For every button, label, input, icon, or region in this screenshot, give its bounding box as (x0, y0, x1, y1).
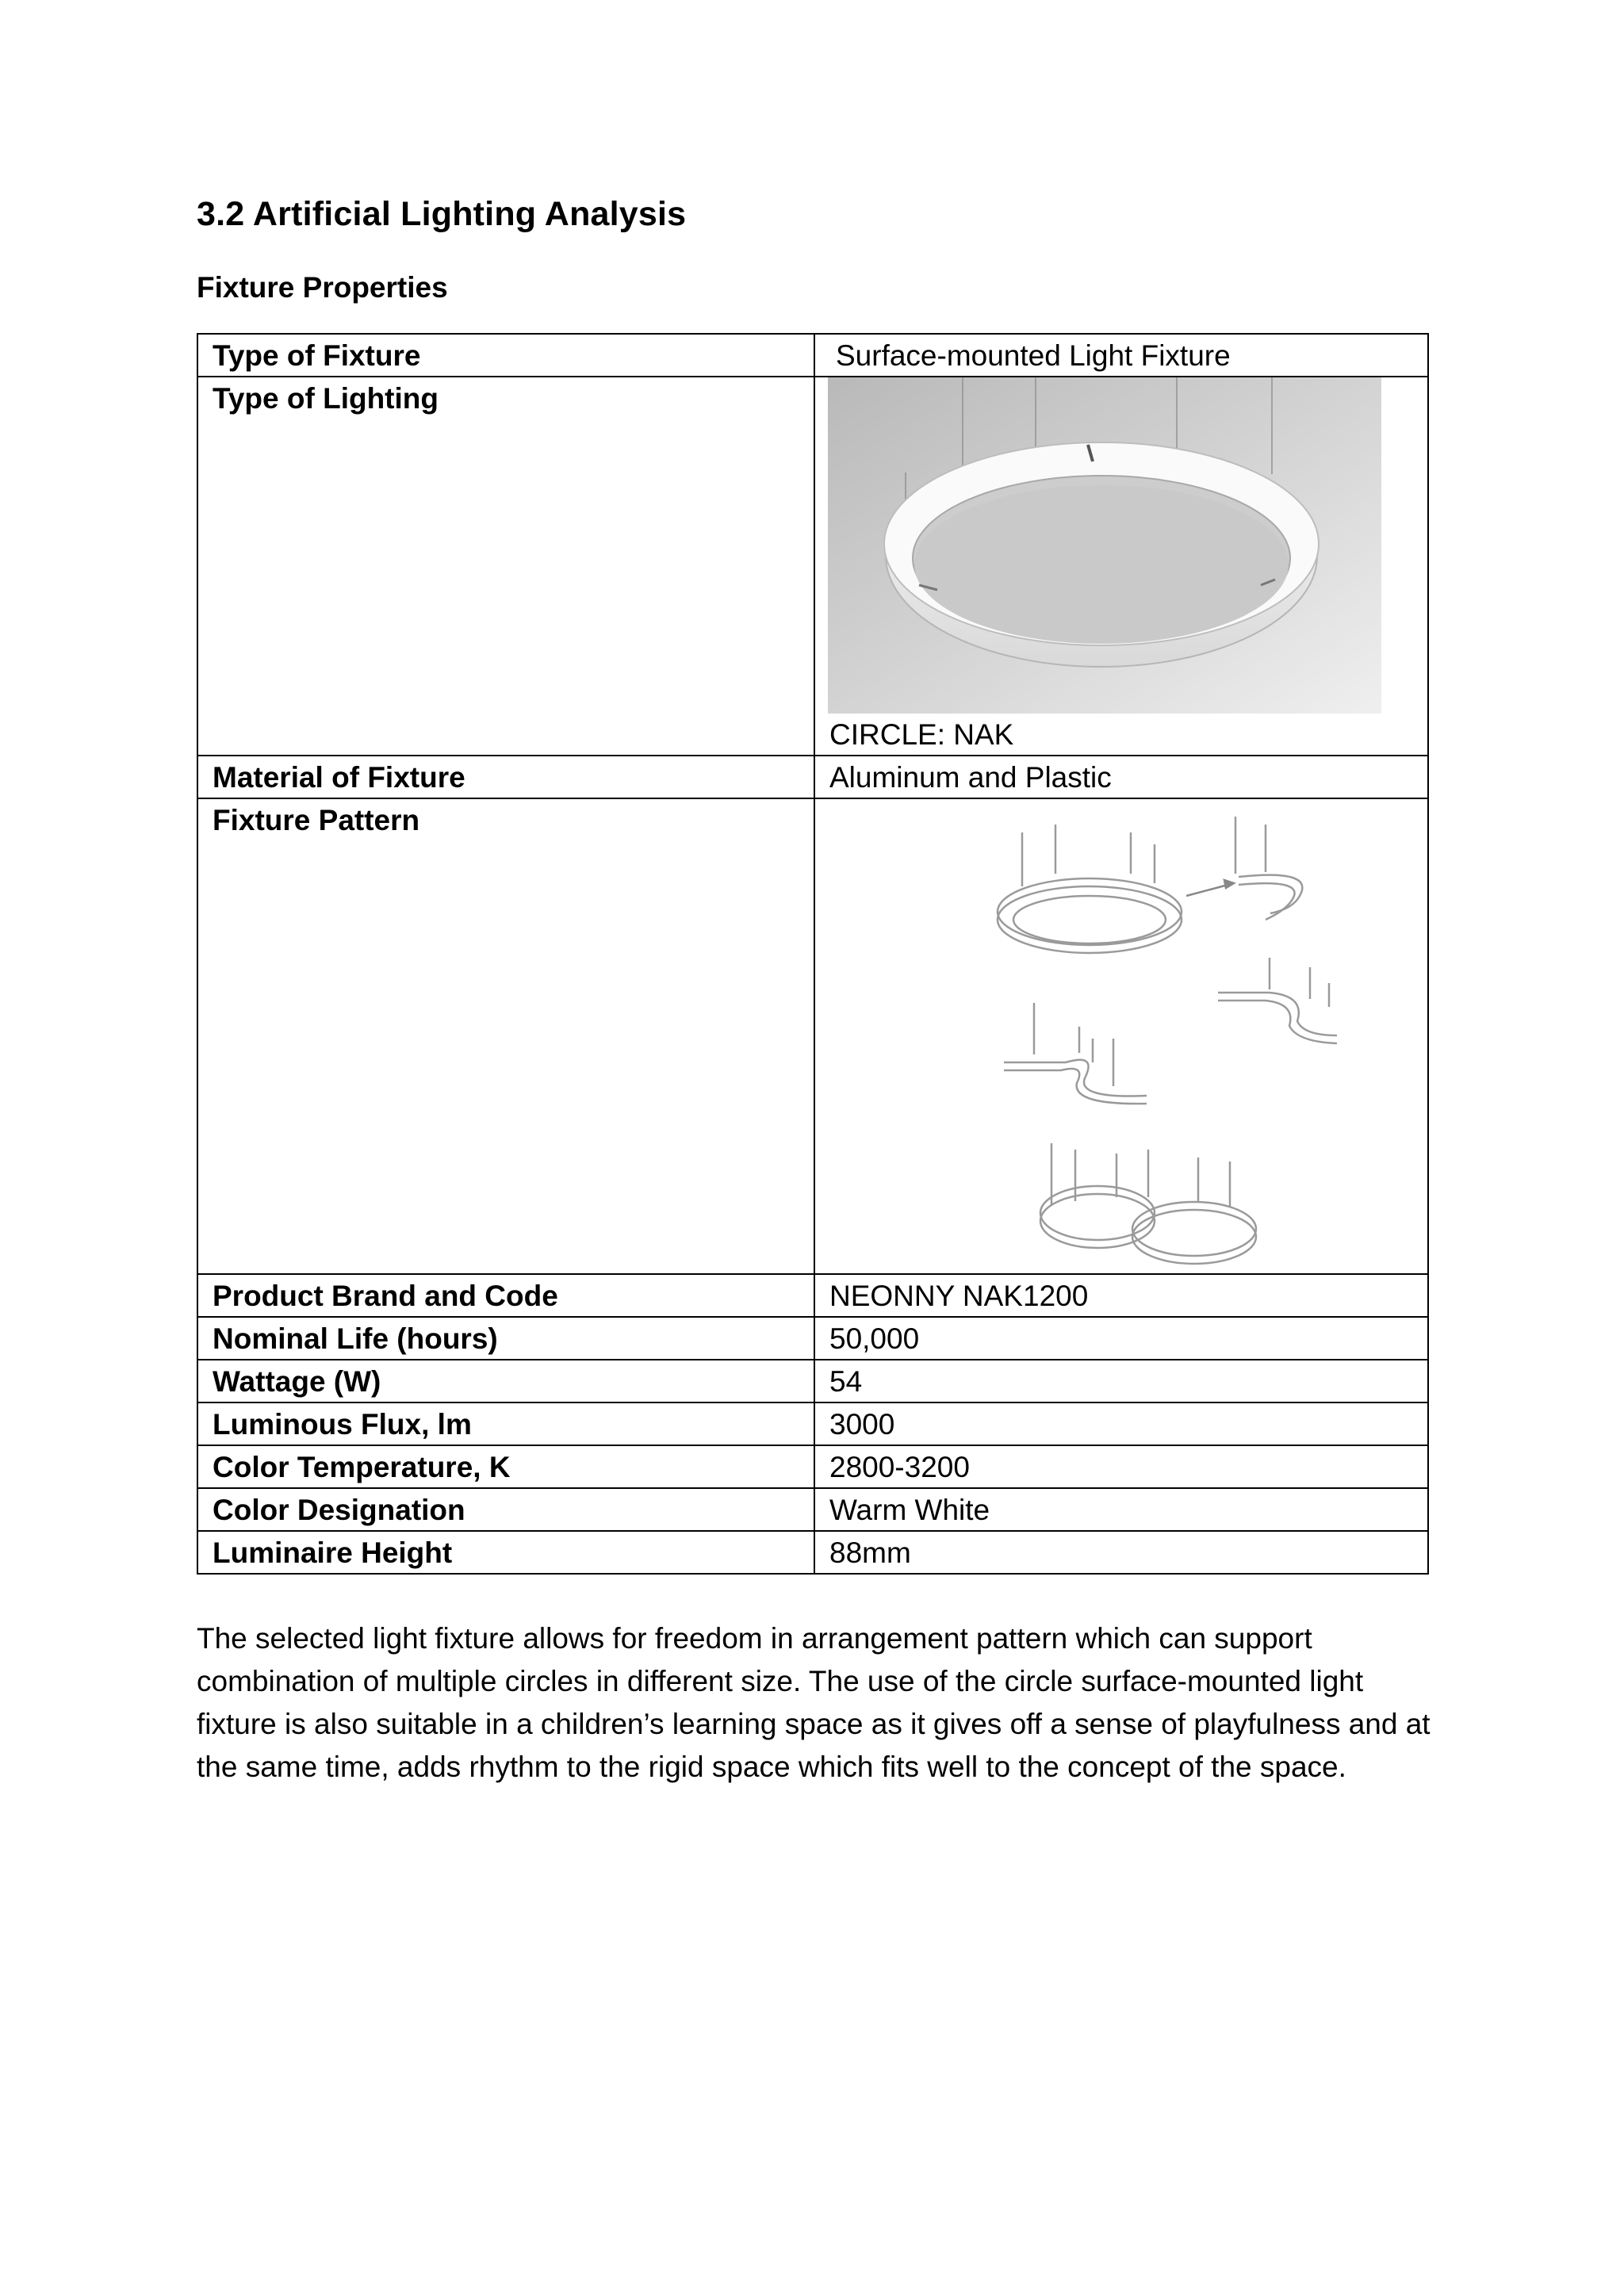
row-label: Wattage (W) (197, 1360, 814, 1402)
row-label: Luminaire Height (197, 1531, 814, 1574)
lighting-caption: CIRCLE: NAK (829, 718, 1014, 751)
row-label: Fixture Pattern (197, 798, 814, 1274)
row-label: Type of Lighting (197, 377, 814, 756)
table-row (197, 1317, 1428, 1360)
table-row (197, 334, 1428, 377)
section-title: 3.2 Artificial Lighting Analysis (197, 195, 687, 233)
row-value: 50,000 (814, 1317, 1428, 1360)
row-value: 54 (814, 1360, 1428, 1402)
table-row (197, 1274, 1428, 1317)
table-row (197, 377, 1428, 756)
row-value: 2800-3200 (814, 1445, 1428, 1488)
row-value: Warm White (814, 1488, 1428, 1531)
pattern-cell (814, 798, 1428, 1274)
table-row (197, 1402, 1428, 1445)
table-row (197, 1360, 1428, 1402)
fixture-properties-table (197, 333, 1429, 1575)
row-label: Color Temperature, K (197, 1445, 814, 1488)
fixture-pattern-diagram (917, 801, 1472, 1272)
table-row (197, 756, 1428, 798)
table-row (197, 1445, 1428, 1488)
row-value: 3000 (814, 1402, 1428, 1445)
row-label: Color Designation (197, 1488, 814, 1531)
row-label: Type of Fixture (197, 334, 814, 377)
table-row (197, 1531, 1428, 1574)
table-row (197, 798, 1428, 1274)
description-paragraph: The selected light fixture allows for freedom in arrangement pattern which can support combination of multiple circles in different size. The use of the circle surface-mounted light fixture is also suitable in a children’s learning space as it gives off a sense of playfulness and at the same time, adds rhythm to the rigid space which fits well to the concept of the space. (197, 1622, 1431, 1783)
row-label: Material of Fixture (197, 756, 814, 798)
row-label: Nominal Life (hours) (197, 1317, 814, 1360)
row-label: Luminous Flux, lm (197, 1402, 814, 1445)
fixture-photo (828, 377, 1381, 714)
row-value: 88mm (814, 1531, 1428, 1574)
row-value: Aluminum and Plastic (814, 756, 1428, 798)
row-value: Surface-mounted Light Fixture (814, 334, 1428, 377)
row-value: NEONNY NAK1200 (814, 1274, 1428, 1317)
sub-title: Fixture Properties (197, 271, 448, 304)
row-label: Product Brand and Code (197, 1274, 814, 1317)
table-row (197, 1488, 1428, 1531)
lighting-cell (814, 377, 1428, 756)
